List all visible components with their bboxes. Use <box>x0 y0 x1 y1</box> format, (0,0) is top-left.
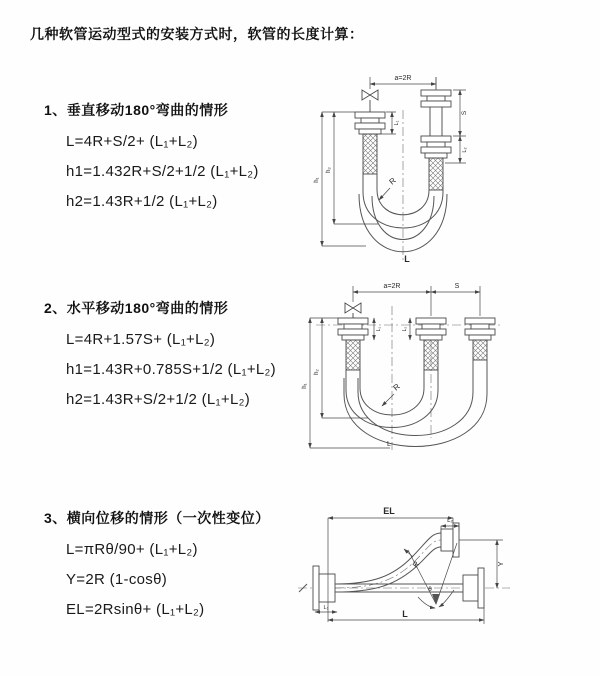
dim-label-theta: θ <box>428 586 432 593</box>
dim-label-h-inner: h₂ <box>326 167 332 173</box>
dim-label-fit-left: L₁ <box>376 326 382 332</box>
dim-label-span: a=2R <box>394 75 412 82</box>
dim-label-radius: R <box>387 175 398 187</box>
valve-icon <box>362 90 378 112</box>
fixed-flange <box>355 112 385 174</box>
position2-flange <box>465 318 495 360</box>
formula-h1: h1=1.432R+S/2+1/2 (L₁+L₂) <box>66 163 259 180</box>
braid-section <box>424 340 438 370</box>
dim-label-h-outer: h₁ <box>314 177 320 183</box>
section-horizontal-movement <box>44 298 324 408</box>
angle-construction <box>408 543 457 608</box>
dim-label-fit-right: L₂ <box>462 147 468 153</box>
upper-flange-position2 <box>441 523 459 557</box>
dimension-span <box>370 75 436 89</box>
dim-label-fit-left: L₁ <box>394 120 400 126</box>
formula-length: L=4R+S/2+ (L₁+L₂) <box>66 133 198 150</box>
section-2-heading: 2、水平移动180°弯曲的情形 <box>44 300 229 316</box>
dim-label-radius: R <box>410 559 422 570</box>
formula-h2: h2=1.43R+S/2+1/2 (L₁+L₂) <box>66 391 251 408</box>
dim-label-length: L <box>387 441 391 448</box>
dim-label-stroke: S <box>461 110 468 116</box>
left-flange <box>313 566 335 610</box>
dim-label-h-outer: h₁ <box>302 383 308 389</box>
formula-h1: h1=1.43R+0.785S+1/2 (L₁+L₂) <box>66 361 276 378</box>
fixed-flange <box>338 318 368 370</box>
page-title: 几种软管运动型式的安装方式时，软管的长度计算： <box>30 26 364 42</box>
dim-label-length: L <box>402 609 408 619</box>
dim-label-l2: L₂ <box>447 518 453 524</box>
braid-section <box>363 134 377 174</box>
dimension-length <box>328 608 484 624</box>
formula-y: Y=2R (1-cosθ) <box>66 571 168 588</box>
valve-icon <box>345 303 361 318</box>
position1-flange <box>416 318 446 370</box>
dim-label-el: EL <box>383 506 395 516</box>
dim-label-fit-mid: L₂ <box>402 326 408 332</box>
formula-el: EL=2Rsinθ+ (L₁+L₂) <box>66 601 205 618</box>
moving-flange <box>421 77 451 190</box>
section-vertical-movement <box>44 100 324 210</box>
angle-vertex-triangle <box>432 594 440 605</box>
dimension-span <box>353 283 480 316</box>
diagram-lateral-displacement <box>295 500 595 652</box>
hose <box>344 360 487 447</box>
braid-section <box>429 158 443 190</box>
dim-label-l1: L₁ <box>323 605 329 611</box>
dim-label-h-inner: h₂ <box>314 369 320 375</box>
formula-h2: h2=1.43R+1/2 (L₁+L₂) <box>66 193 218 210</box>
section-lateral-displacement <box>44 508 324 618</box>
section-3-heading: 3、横向位移的情形（一次性变位） <box>44 510 270 526</box>
dim-label-y: Y <box>496 561 505 567</box>
braid-section <box>473 340 487 360</box>
dim-label-span: a=2R <box>383 283 401 290</box>
formula-length: L=4R+1.57S+ (L₁+L₂) <box>66 331 216 348</box>
section-1-heading: 1、垂直移动180°弯曲的情形 <box>44 102 229 118</box>
dim-label-length: L <box>404 254 410 264</box>
diagram-horizontal-180-bend <box>298 278 594 460</box>
dim-label-stroke: S <box>454 283 460 290</box>
formula-length: L=πRθ/90+ (L₁+L₂) <box>66 541 198 558</box>
dimension-el <box>328 506 453 622</box>
dim-label-radius: R <box>391 381 402 393</box>
braid-section <box>346 340 360 370</box>
diagram-vertical-180-bend <box>308 68 548 266</box>
right-flange-position1 <box>463 568 484 608</box>
radius-callout <box>379 176 398 200</box>
